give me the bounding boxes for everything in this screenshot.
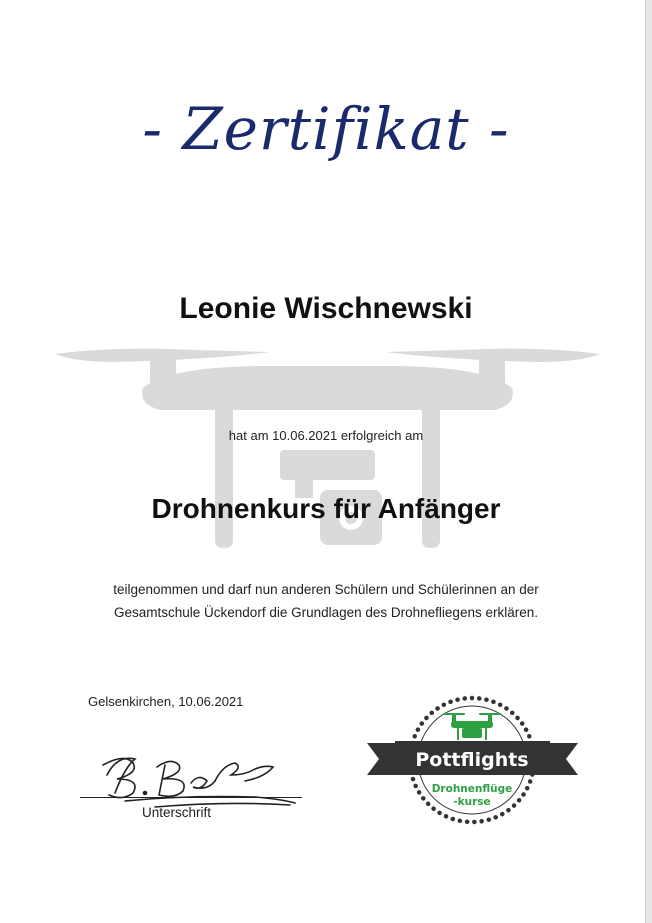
description <box>0 578 652 624</box>
course-name: Drohnenkurs für Anfänger <box>151 493 501 524</box>
signature-label: Unterschrift <box>142 805 212 820</box>
logo-brand: Pottflights <box>415 749 529 771</box>
pottflights-logo <box>365 695 580 825</box>
description-line-2: Gesamtschule Ückendorf die Grundlagen des Drohnefliegens erklären. <box>114 605 538 620</box>
certificate-title: - Zertifikat - <box>142 95 510 163</box>
recipient-name: Leonie Wischnewski <box>179 292 473 325</box>
participation-line: hat am 10.06.2021 erfolgreich am <box>228 428 424 443</box>
drone-logo-icon <box>443 713 501 740</box>
logo-subtitle-line-2: -kurse <box>453 796 491 808</box>
description-line-1: teilgenommen und darf nun anderen Schülern und Schülerinnen an der <box>113 582 539 597</box>
place-date: Gelsenkirchen, 10.06.2021 <box>88 694 244 709</box>
signature-line <box>80 797 302 798</box>
logo-subtitle-line-1: Drohnenflüge <box>431 783 513 795</box>
